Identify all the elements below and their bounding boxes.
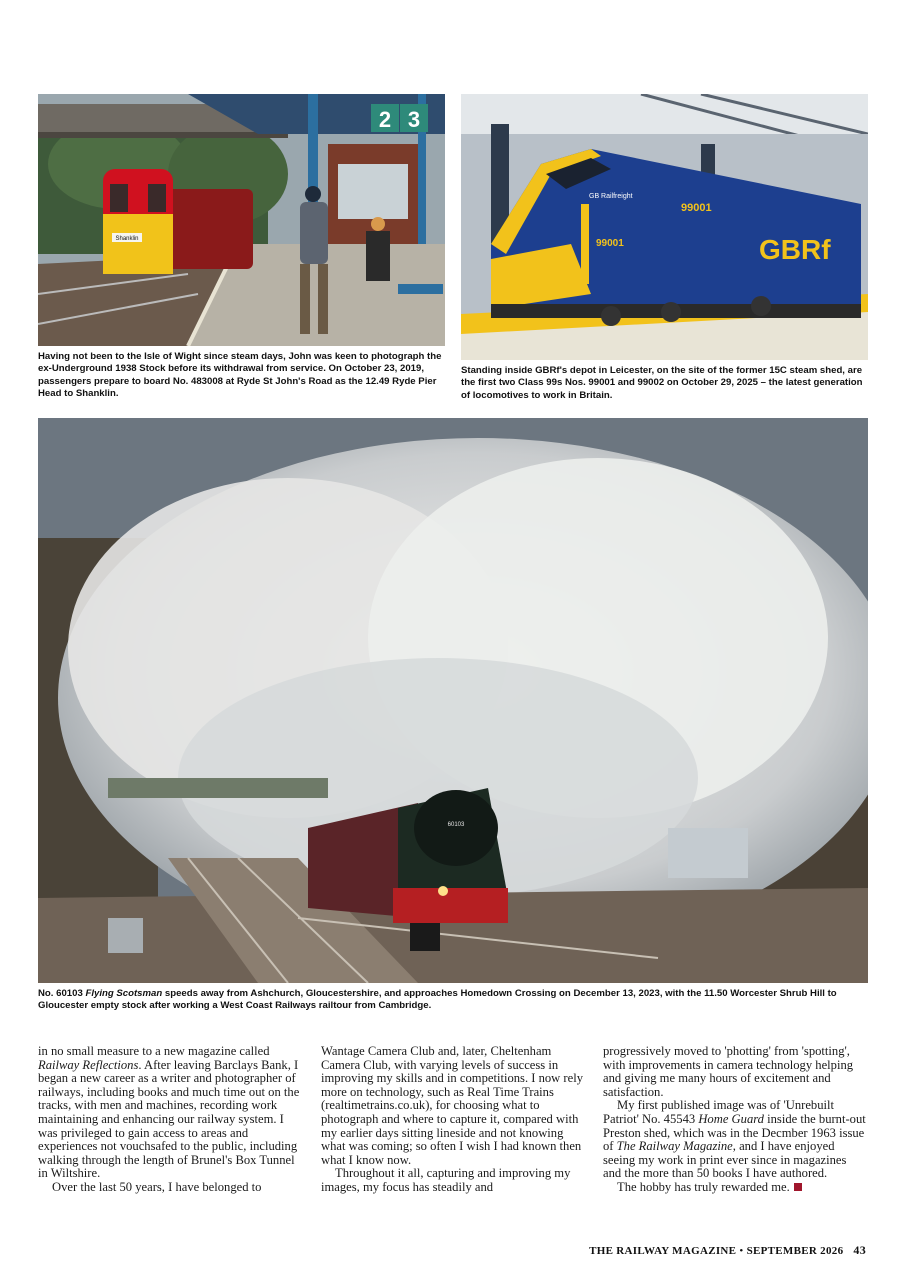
platform-number-3: 3 xyxy=(407,107,421,132)
body-paragraph: Throughout it all, capturing and improving my images, my focus has steadily and xyxy=(321,1166,571,1194)
body-text: inside the burnt-out Preston shed, which was in the Decmber 1963 issue of xyxy=(603,1111,866,1154)
caption-flying-scotsman-name: Flying Scotsman xyxy=(85,988,163,999)
magazine-title: The Railway Magazine xyxy=(616,1139,733,1154)
locomotive-name: Home Guard xyxy=(698,1111,764,1126)
body-column-2 xyxy=(321,1045,585,1195)
caption-flying-scotsman xyxy=(38,988,872,1013)
smokebox-number: 60103 xyxy=(447,822,465,828)
footer-magazine-name: THE RAILWAY MAGAZINE xyxy=(589,1245,737,1257)
caption-flying-scotsman-lead: No. 60103 xyxy=(38,988,86,999)
body-text: , and I have enjoyed seeing my work in print ever since in magazines and the more than 50 books I have authored. xyxy=(603,1139,847,1181)
footer-separator: • xyxy=(736,1245,747,1257)
body-paragraph: Wantage Camera Club and, later, Cheltenham Camera Club, with varying levels of success in improving my skills and in competitions. I now rely more on technology, such as Real Time Trains (realtimetrains.co.uk), for choosing what to photograph and where to capture it, compared with my earlier days sitting lineside and not knowing what was coming; so often I wish I had known then what I know now. xyxy=(321,1044,583,1167)
caption-gbrf-depot: Standing inside GBRf's depot in Leicester, on the site of the former 15C steam shed, are the first two Class 99s Nos. 99001 and 99002 on October 29, 2025 – the latest generation of locomotives to work in Britain. xyxy=(461,365,863,401)
photo-flying-scotsman xyxy=(38,418,868,983)
photo-isle-of-wight-train xyxy=(38,94,445,346)
body-paragraph: progressively moved to 'photting' from 'spotting', with improvements in camera technology helping and giving me many hours of excitement and satisfaction. xyxy=(603,1044,854,1099)
loco-brand-small: GB Railfreight xyxy=(589,193,633,200)
body-text: The hobby has truly rewarded me. xyxy=(617,1179,790,1194)
body-text: in no small measure to a new magazine called xyxy=(38,1044,270,1058)
caption-flying-scotsman-rest: speeds away from Ashchurch, Gloucestershire, and approaches Homedown Crossing on December 13, 2023, with the 11.50 Worcester Shrub Hill to Gloucester empty stock after working a West Coast Railways railtour from Cambridge. xyxy=(38,988,837,1012)
caption-isle-of-wight: Having not been to the Isle of Wight since steam days, John was keen to photograph the ex-Underground 1938 Stock before its withdrawal from service. On October 23, 2019, passengers prepare to board No. 483008 at Ryde St John's Road as the 12.49 Ryde Pier Head to Shanklin. xyxy=(38,351,442,400)
body-paragraph xyxy=(38,1045,302,1181)
page-footer xyxy=(589,1243,866,1258)
platform-number-2: 2 xyxy=(378,107,392,132)
loco-number-side: 99001 xyxy=(681,202,712,214)
body-text: . After leaving Barclays Bank, I began a new career as a writer and photographer of railways, including books and much time out on the tracks, with men and machines, recording work maintaining and enhancing our railway system. I was privileged to gain access to areas and experiences not vouchsafed to the public, including walking through the length of Brunel's Box Tunnel in Wiltshire. xyxy=(38,1057,300,1181)
magazine-title: Railway Reflections xyxy=(38,1057,139,1072)
footer-issue: SEPTEMBER 2026 xyxy=(746,1245,844,1257)
body-text: My first published image was of 'Unrebuilt Patriot' No. 45543 xyxy=(603,1098,835,1126)
photo-gbrf-class-99 xyxy=(461,94,868,360)
page-number: 43 xyxy=(853,1243,866,1257)
body-paragraph: Over the last 50 years, I have belonged to xyxy=(52,1179,262,1194)
body-column-3 xyxy=(603,1045,867,1195)
destination-blind: Shanklin xyxy=(115,236,139,242)
body-column-1 xyxy=(38,1045,302,1195)
body-paragraph xyxy=(603,1099,867,1181)
loco-number-cab: 99001 xyxy=(596,238,624,249)
end-of-article-mark xyxy=(794,1183,802,1191)
body-paragraph-final xyxy=(603,1181,867,1195)
loco-brand-big: GBRf xyxy=(759,234,831,265)
